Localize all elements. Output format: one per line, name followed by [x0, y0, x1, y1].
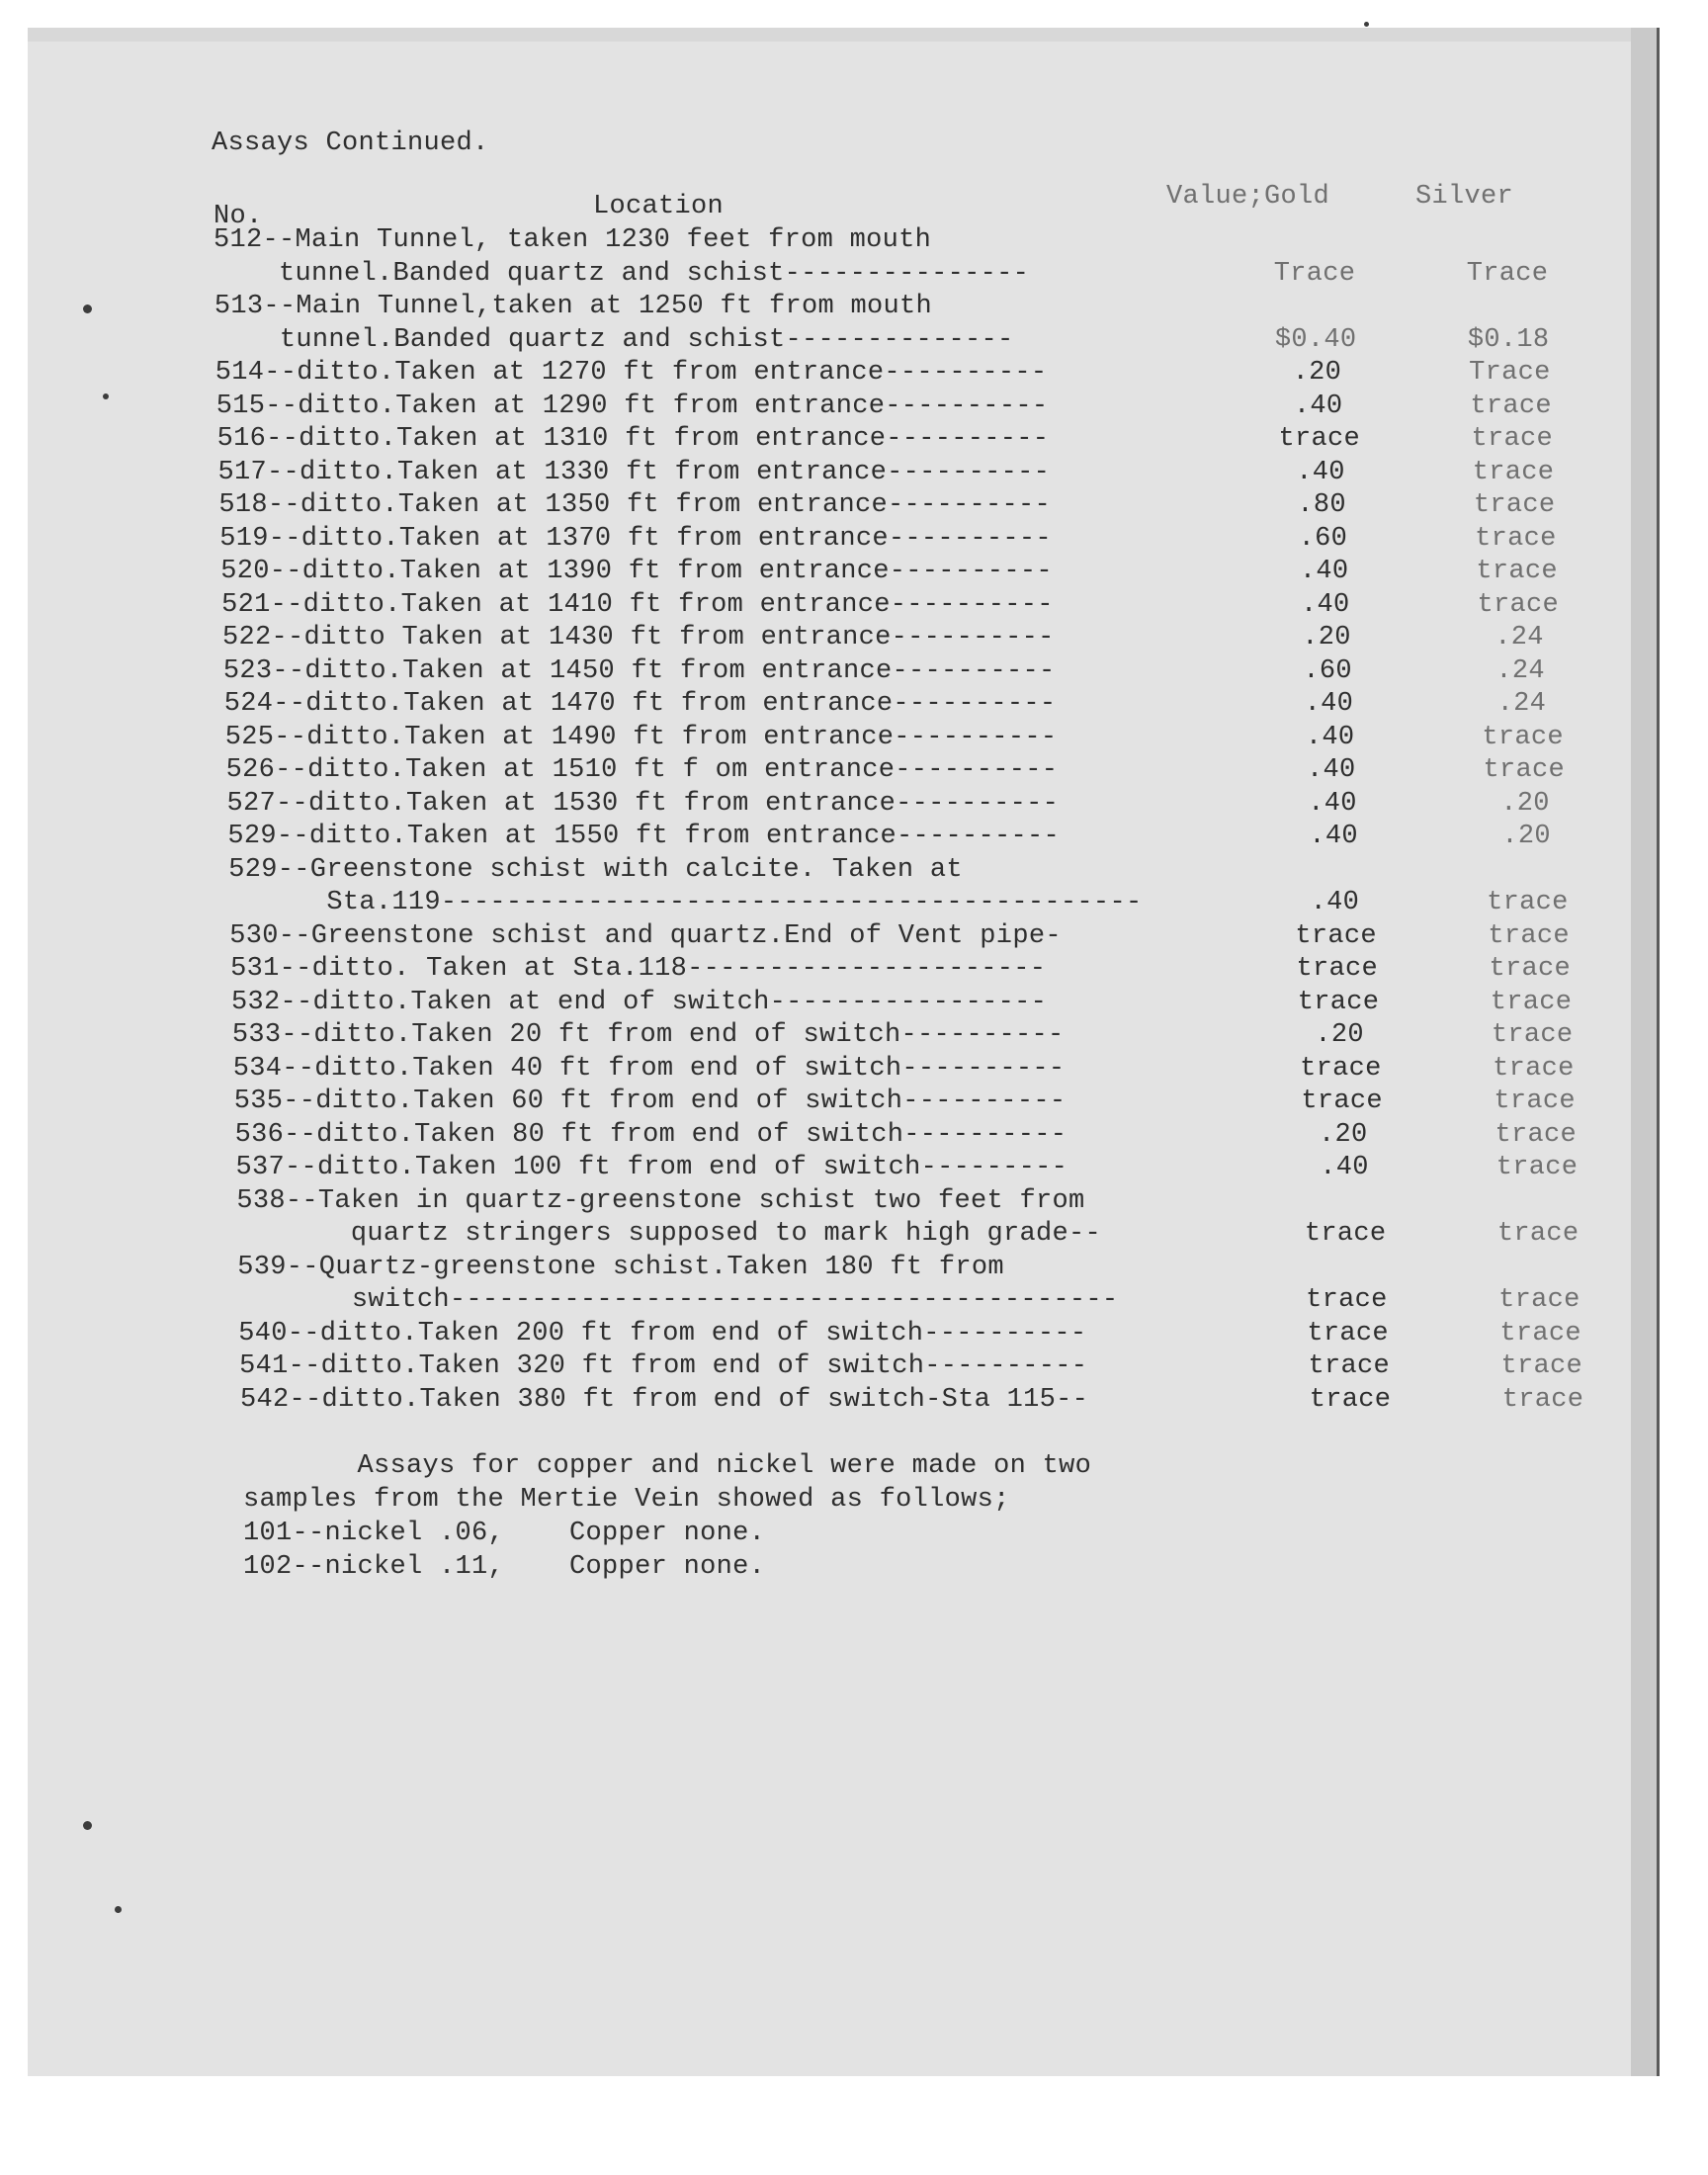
- assay-row-text: 513--Main Tunnel,taken at 1250 ft from mouth: [214, 292, 933, 321]
- assay-row-text: 526--ditto.Taken at 1510 ft f om entrance----------: [225, 755, 1059, 785]
- silver-value: trace: [1489, 954, 1572, 984]
- silver-value: trace: [1493, 1053, 1575, 1084]
- assay-row-text: 517--ditto.Taken at 1330 ft from entrance----------: [217, 457, 1051, 487]
- assay-row-text: 529--ditto.Taken at 1550 ft from entrance----------: [227, 822, 1061, 851]
- assay-row-text: 521--ditto.Taken at 1410 ft from entrance----------: [221, 589, 1054, 620]
- assay-row-text: 512--Main Tunnel, taken 1230 feet from mouth: [214, 225, 932, 255]
- page-edge-shadow: [1631, 28, 1657, 2076]
- assay-row-text: 522--ditto Taken at 1430 ft from entrance----------: [222, 623, 1055, 652]
- gold-value: .40: [1301, 589, 1350, 620]
- assay-row-text: 540--ditto.Taken 200 ft from end of switch----------: [238, 1318, 1087, 1348]
- assay-row-text: 535--ditto.Taken 60 ft from end of switch----------: [233, 1087, 1067, 1116]
- silver-value: trace: [1471, 424, 1554, 454]
- gold-value: trace: [1297, 987, 1380, 1017]
- note-line: 101--nickel .06, Copper none.: [243, 1519, 766, 1548]
- silver-value: trace: [1483, 755, 1566, 785]
- assay-row-text: 523--ditto.Taken at 1450 ft from entrance----------: [222, 655, 1056, 686]
- note-line: samples from the Mertie Vein showed as follows;: [243, 1485, 1010, 1515]
- note-line: 102--nickel .11, Copper none.: [243, 1552, 766, 1582]
- assay-row-text: 520--ditto.Taken at 1390 ft from entrance----------: [220, 557, 1053, 586]
- gold-value: .40: [1296, 457, 1345, 487]
- assay-row-text: 537--ditto.Taken 100 ft from end of switch---------: [235, 1153, 1068, 1182]
- assay-row-text: 536--ditto.Taken 80 ft from end of switch----------: [234, 1119, 1068, 1150]
- gold-value: trace: [1304, 1219, 1387, 1249]
- punch-hole-mark: [103, 393, 109, 399]
- assay-row-text: 541--ditto.Taken 320 ft from end of switch----------: [239, 1351, 1088, 1381]
- gold-value: .40: [1299, 557, 1349, 586]
- assay-row-text: 534--ditto.Taken 40 ft from end of switch----------: [232, 1053, 1066, 1084]
- gold-value: .60: [1303, 655, 1352, 686]
- assay-row-text: 524--ditto.Taken at 1470 ft from entrance----------: [223, 689, 1057, 719]
- gold-value: .40: [1305, 722, 1355, 752]
- note-line: Assays for copper and nickel were made on two: [243, 1451, 1092, 1481]
- gold-value: .40: [1308, 788, 1357, 819]
- silver-value: Trace: [1469, 358, 1551, 388]
- assay-row-text: tunnel.Banded quartz and schist---------------: [214, 258, 1030, 289]
- gold-value: trace: [1309, 1384, 1392, 1415]
- silver-value: trace: [1500, 1351, 1583, 1381]
- silver-value: .24: [1496, 689, 1547, 719]
- column-header-no: No.: [214, 202, 263, 231]
- silver-value: .20: [1501, 822, 1551, 851]
- assay-row-text: 515--ditto.Taken at 1290 ft from entrance----------: [215, 391, 1049, 421]
- silver-value: .24: [1494, 623, 1544, 652]
- assay-row-text: 518--ditto.Taken at 1350 ft from entrance----------: [218, 490, 1052, 520]
- gold-value: .60: [1298, 523, 1348, 554]
- gold-value: trace: [1306, 1285, 1388, 1315]
- gold-value: trace: [1296, 954, 1379, 984]
- assay-row-text: switch-----------------------------------------: [237, 1285, 1119, 1315]
- gold-value: Trace: [1273, 258, 1356, 289]
- silver-value: trace: [1491, 1020, 1574, 1050]
- silver-value: trace: [1490, 987, 1573, 1017]
- gold-value: trace: [1300, 1053, 1382, 1084]
- silver-value: trace: [1496, 1219, 1580, 1249]
- gold-value: trace: [1301, 1087, 1383, 1116]
- punch-hole-mark: [83, 1821, 92, 1830]
- gold-value: trace: [1307, 1318, 1389, 1348]
- silver-value: trace: [1498, 1285, 1580, 1315]
- gold-value: trace: [1295, 920, 1377, 951]
- gold-value: .40: [1307, 755, 1356, 785]
- silver-value: trace: [1495, 1153, 1579, 1182]
- silver-value: trace: [1501, 1384, 1584, 1415]
- punch-hole-mark: [115, 1906, 122, 1913]
- silver-value: trace: [1494, 1119, 1578, 1150]
- punch-hole-mark: [83, 304, 92, 313]
- assay-row-text: 514--ditto.Taken at 1270 ft from entrance----------: [214, 358, 1048, 388]
- assay-row-text: tunnel.Banded quartz and schist--------------: [214, 324, 1014, 355]
- silver-value: trace: [1477, 589, 1560, 620]
- silver-value: $0.18: [1467, 324, 1550, 355]
- assay-row-text: 530--Greenstone schist and quartz.End of Vent pipe-: [229, 920, 1062, 951]
- gold-value: .40: [1320, 1153, 1369, 1182]
- column-header-gold: Value;Gold: [1166, 182, 1330, 212]
- assay-row-text: quartz stringers supposed to mark high grade--: [236, 1219, 1102, 1249]
- silver-value: .20: [1500, 788, 1550, 819]
- silver-value: trace: [1473, 490, 1556, 520]
- assay-row-text: Sta.119-------------------------------------------: [228, 888, 1143, 917]
- silver-value: trace: [1494, 1087, 1576, 1116]
- gold-value: .80: [1297, 490, 1346, 520]
- punch-hole-mark: [1364, 22, 1369, 27]
- assay-row-text: 532--ditto.Taken at end of switch-----------------: [231, 987, 1048, 1017]
- gold-value: .20: [1302, 623, 1351, 652]
- assay-row-text: 527--ditto.Taken at 1530 ft from entrance----------: [226, 788, 1060, 819]
- gold-value: .40: [1304, 689, 1354, 719]
- silver-value: trace: [1475, 523, 1557, 554]
- silver-value: trace: [1472, 457, 1555, 487]
- assay-row-text: 531--ditto. Taken at Sta.118----------------------: [230, 954, 1047, 984]
- silver-value: Trace: [1466, 258, 1549, 289]
- assay-row-text: 542--ditto.Taken 380 ft from end of switch-Sta 115--: [240, 1384, 1089, 1415]
- gold-value: .20: [1319, 1119, 1368, 1150]
- assay-row-text: 538--Taken in quartz-greenstone schist two feet from: [236, 1185, 1085, 1216]
- gold-value: $0.40: [1274, 324, 1357, 355]
- gold-value: .20: [1292, 358, 1342, 388]
- assay-row-text: 516--ditto.Taken at 1310 ft from entrance----------: [216, 424, 1050, 454]
- gold-value: trace: [1278, 424, 1361, 454]
- assay-row-text: 539--Quartz-greenstone schist.Taken 180 ft from: [237, 1252, 1004, 1282]
- gold-value: .40: [1310, 888, 1360, 917]
- document-heading: Assays Continued.: [212, 129, 489, 158]
- silver-value: trace: [1487, 888, 1569, 917]
- gold-value: trace: [1308, 1351, 1391, 1381]
- assay-row-text: 519--ditto.Taken at 1370 ft from entrance----------: [219, 523, 1052, 554]
- silver-value: .24: [1495, 655, 1545, 686]
- silver-value: trace: [1488, 920, 1570, 951]
- silver-value: trace: [1482, 722, 1564, 752]
- gold-value: .20: [1315, 1020, 1364, 1050]
- silver-value: trace: [1476, 557, 1558, 586]
- gold-value: .40: [1309, 822, 1358, 851]
- assay-row-text: 525--ditto.Taken at 1490 ft from entrance----------: [224, 722, 1058, 752]
- page-edge-shadow: [28, 28, 1657, 42]
- assay-row-text: 529--Greenstone schist with calcite. Taken at: [228, 854, 963, 885]
- column-header-location: Location: [593, 192, 725, 221]
- silver-value: trace: [1470, 391, 1552, 421]
- column-header-silver: Silver: [1415, 182, 1514, 212]
- assay-row-text: 533--ditto.Taken 20 ft from end of switch----------: [231, 1020, 1065, 1050]
- silver-value: trace: [1499, 1318, 1581, 1348]
- gold-value: .40: [1293, 391, 1343, 421]
